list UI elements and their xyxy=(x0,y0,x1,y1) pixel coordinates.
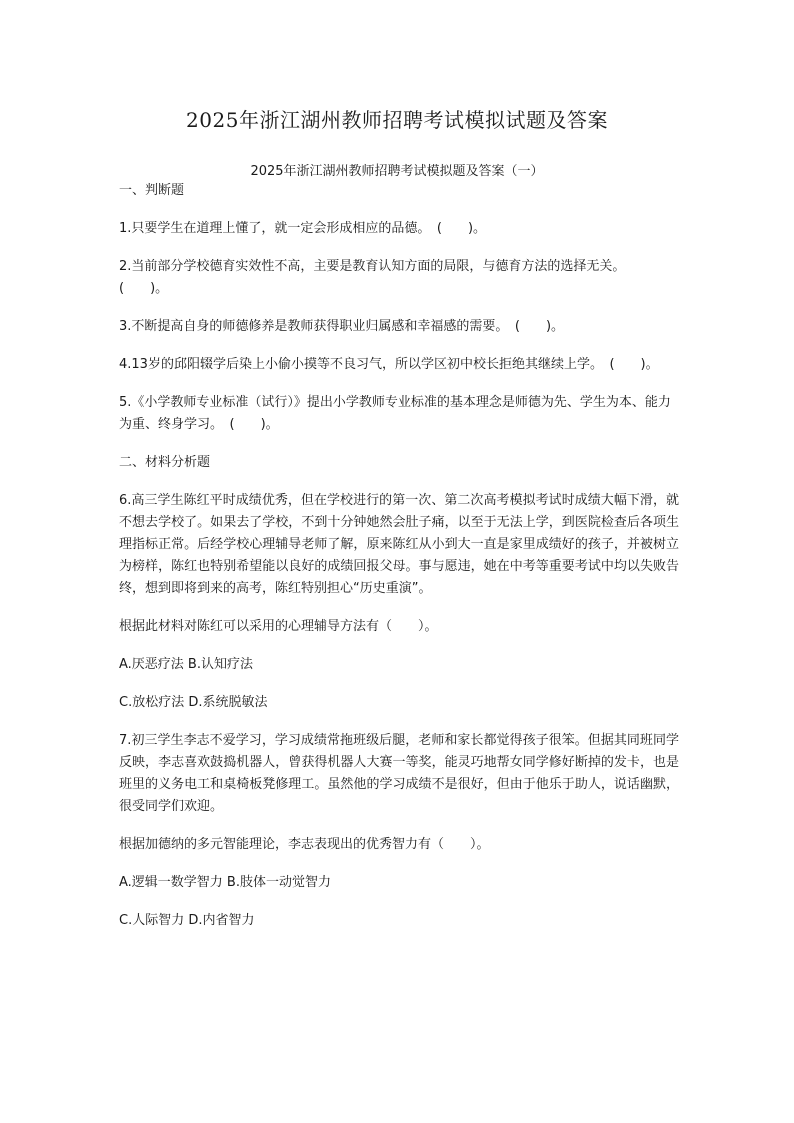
question-4: 4.13岁的邱阳辍学后染上小偷小摸等不良习气，所以学区初中校长拒绝其继续上学。 ( )。 xyxy=(119,357,659,372)
section-heading-material-analysis: 二、材料分析题 xyxy=(119,455,211,470)
question-7-options-cd: C.人际智力 D.内省智力 xyxy=(119,913,255,928)
question-5: 5.《小学教师专业标准（试行）》提出小学教师专业标准的基本理念是师德为先、学生为本、能力为重、终身学习。 ( )。 xyxy=(119,395,671,432)
question-6-options-ab: A.厌恶疗法 B.认知疗法 xyxy=(119,657,253,672)
section-heading-judgement: 一、判断题 xyxy=(119,183,185,198)
question-1: 1.只要学生在道理上懂了，就一定会形成相应的品德。 ( )。 xyxy=(119,221,487,236)
question-6-options-cd: C.放松疗法 D.系统脱敏法 xyxy=(119,695,268,710)
question-7-material: 7.初三学生李志不爱学习，学习成绩常拖班级后腿，老师和家长都觉得孩子很笨。但据其同班同学反映，李志喜欢鼓捣机器人，曾获得机器人大赛一等奖，能灵巧地帮女同学修好断掉的发卡，也是班里的义务电工和桌椅板凳修理工。虽然他的学习成绩不是很好，但由于他乐于助人，说话幽默，很受同学们欢迎。 xyxy=(119,733,679,814)
question-7-options-ab: A.逻辑一数学智力 B.肢体一动觉智力 xyxy=(119,875,331,890)
question-6-prompt: 根据此材料对陈红可以采用的心理辅导方法有（ ）。 xyxy=(119,619,438,634)
question-2: 2.当前部分学校德育实效性不高，主要是教育认知方面的局限，与德育方法的选择无关。 ( )。 xyxy=(119,259,632,296)
document-subtitle: 2025年浙江湖州教师招聘考试模拟题及答案（一） xyxy=(250,164,544,179)
question-3: 3.不断提高自身的师德修养是教师获得职业归属感和幸福感的需要。 ( )。 xyxy=(119,319,565,334)
document-body xyxy=(119,180,679,932)
question-7-prompt: 根据加德纳的多元智能理论，李志表现出的优秀智力有（ ）。 xyxy=(119,837,490,852)
document-title: 2025年浙江湖州教师招聘考试模拟试题及答案 xyxy=(186,108,608,132)
question-6-material: 6.高三学生陈红平时成绩优秀，但在学校进行的第一次、第二次高考模拟考试时成绩大幅下滑，就不想去学校了。如果去了学校，不到十分钟她然会肚子痛，以至于无法上学，到医院检查后各项生理指标正常。后经学校心理辅导老师了解，原来陈红从小到大一直是家里成绩好的孩子，并被树立为榜样，陈红也特别希望能以良好的成绩回报父母。事与愿违，她在中考等重要考试中均以失败告终，想到即将到来的高考，陈红特别担心“历史重演”。 xyxy=(119,493,679,596)
